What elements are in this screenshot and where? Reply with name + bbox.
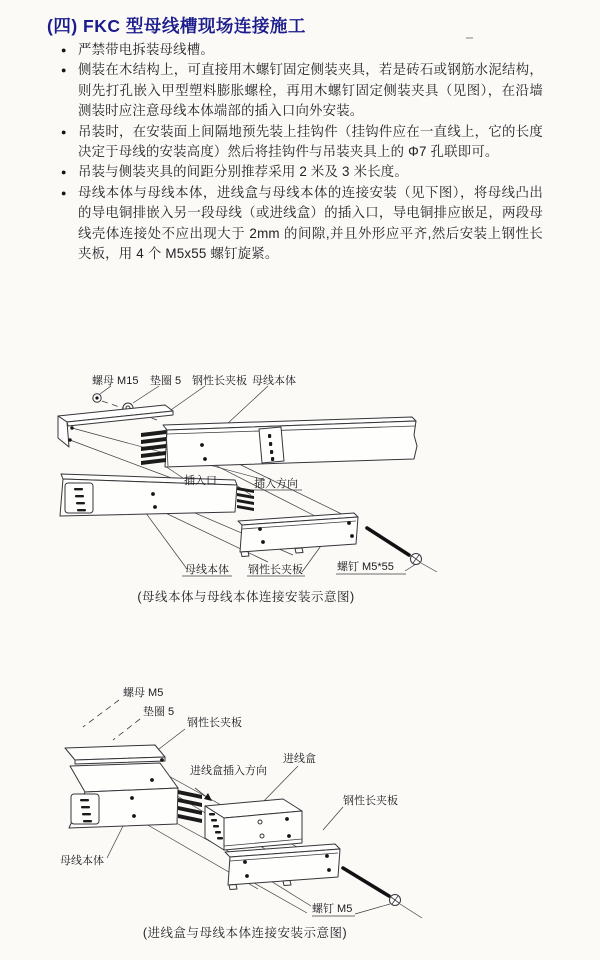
bullet-icon: ● bbox=[61, 126, 67, 137]
page-title: (四) FKC 型母线槽现场连接施工 bbox=[47, 16, 306, 36]
label-busbar-top: 母线本体 bbox=[252, 375, 296, 387]
bullet-text: 严禁带电拆装母线槽。 bbox=[78, 42, 214, 57]
bullet-icon: ● bbox=[61, 167, 67, 178]
diagram1-caption: (母线本体与母线本体连接安装示意图) bbox=[137, 590, 355, 604]
clamp-plate-top bbox=[65, 745, 165, 764]
bullet-text: 吊装时，在安装面上间隔地预先装上挂钩件（挂钩件应在一直线上，它的长度决定于母线的安装高度）然后将挂钩件与吊装夹具上的 Φ7 孔联即可。 bbox=[78, 123, 543, 160]
list-item bbox=[61, 162, 543, 182]
label-nut: 螺母 M15 bbox=[92, 375, 139, 387]
bullet-text: 母线本体与母线本体，进线盒与母线本体的连接安装（见下图），将母线凸出的导电铜排嵌入另一段母线（或进线盒）的插入口，导电铜排应嵌足，两段母线壳体连接处不应出现大于 2mm 的间隙,并且外形应平齐,然后安装上钢性长夹板，用 4 个 M5x55 螺钉旋紧。 bbox=[78, 184, 543, 262]
diagram-busbar-to-busbar bbox=[55, 368, 545, 616]
screw-icon bbox=[343, 868, 422, 918]
label-clamp-right: 钢性长夹板 bbox=[343, 795, 398, 807]
busbar-body-top bbox=[141, 417, 417, 467]
clamp-plate-bottom bbox=[225, 844, 340, 890]
label-screw: 螺钉 M5 bbox=[312, 903, 353, 915]
clamp-plate-bottom bbox=[238, 513, 358, 557]
scan-speck bbox=[466, 37, 473, 39]
busbar-body-bottom bbox=[60, 474, 254, 516]
label-washer: 垫圈 5 bbox=[143, 706, 175, 718]
diagram2-caption: (进线盒与母线本体连接安装示意图) bbox=[142, 926, 348, 940]
label-busbar: 母线本体 bbox=[60, 855, 104, 867]
label-clamp-top: 钢性长夹板 bbox=[192, 375, 247, 387]
label-inlet-port: 插入口 bbox=[184, 475, 217, 487]
list-item bbox=[61, 122, 543, 163]
inlet-box bbox=[205, 799, 302, 850]
bullet-icon: ● bbox=[61, 187, 67, 198]
label-insert-direction: 进线盒插入方向 bbox=[190, 765, 267, 777]
list-item bbox=[61, 60, 543, 121]
bullet-icon: ● bbox=[61, 45, 67, 55]
label-insert-direction: 插入方向 bbox=[254, 478, 298, 490]
bullet-text: 吊装与侧装夹具的间距分别推荐采用 2 米及 3 米长度。 bbox=[78, 164, 408, 180]
bullet-icon: ● bbox=[61, 65, 67, 76]
label-clamp-top: 钢性长夹板 bbox=[187, 717, 242, 729]
label-washer: 垫圈 5 bbox=[150, 375, 182, 387]
label-clamp-bottom: 钢性长夹板 bbox=[248, 564, 303, 576]
label-inlet-box: 进线盒 bbox=[283, 753, 316, 765]
busbar-body bbox=[69, 763, 202, 828]
list-item bbox=[61, 183, 543, 265]
diagram-inletbox-to-busbar bbox=[55, 678, 545, 950]
label-nut: 螺母 M5 bbox=[123, 687, 164, 699]
bullet-list bbox=[61, 40, 543, 264]
label-busbar-bottom: 母线本体 bbox=[185, 564, 229, 576]
bullet-text: 侧装在木结构上，可直接用木螺钉固定侧装夹具，若是砖石或钢筋水泥结构，则先打孔嵌入甲型塑料膨胀螺栓，再用木螺钉固定侧装夹具（见图），在沿墙测装时应注意母线本体端部的插入口向外安装。 bbox=[78, 62, 543, 119]
list-item bbox=[61, 40, 543, 60]
label-screw: 螺钉 M5*55 bbox=[337, 561, 394, 573]
